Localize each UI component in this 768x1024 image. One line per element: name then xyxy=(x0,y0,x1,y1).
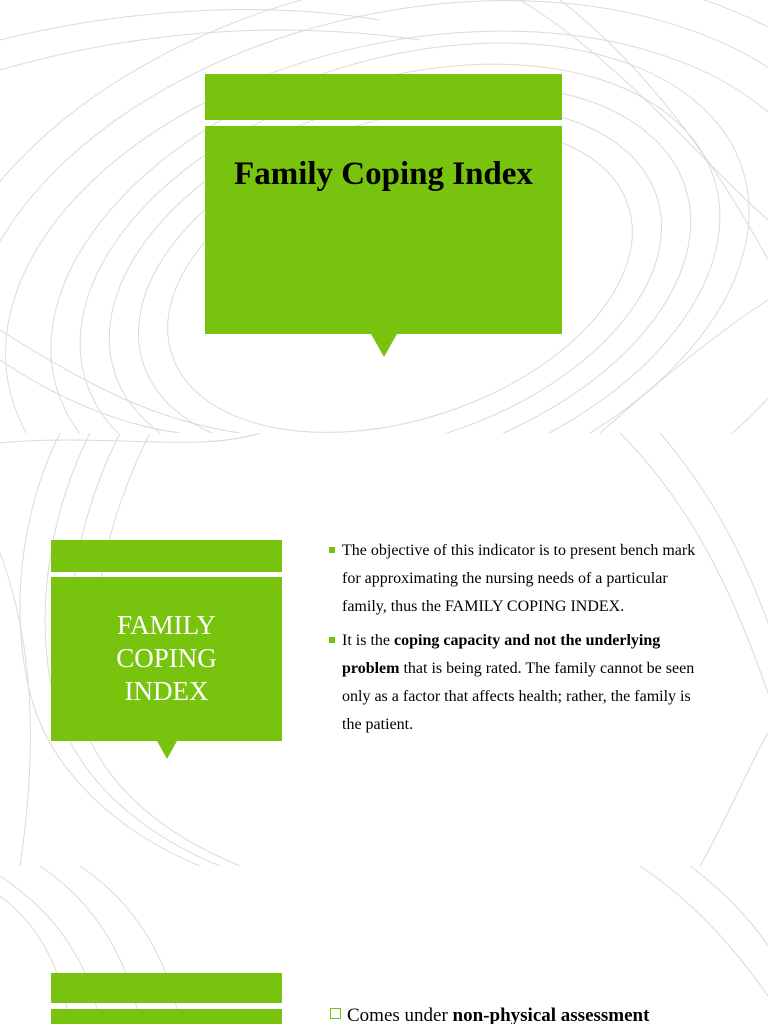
heading-line: FAMILY xyxy=(117,610,216,640)
bullet-item xyxy=(328,627,708,739)
section-heading xyxy=(51,609,282,708)
heading-accent-strip xyxy=(51,973,282,1003)
bullet-item xyxy=(328,537,708,621)
bullet-item xyxy=(330,1003,768,1024)
square-bullet-icon xyxy=(329,547,335,553)
hollow-square-bullet-icon xyxy=(330,1008,341,1019)
bullet-text-prefix: It is the xyxy=(342,632,394,649)
bullet-text-prefix: Comes under xyxy=(347,1005,453,1024)
slide-3 xyxy=(0,866,768,1024)
slide-title: Family Coping Index xyxy=(234,156,533,192)
heading-line: COPING xyxy=(116,643,217,673)
bullet-text-emphasis: non-physical assessment xyxy=(452,1005,650,1024)
bullet-text-suffix: that is being rated. The family cannot be seen only as a factor that affects health; rather, the family is the patient. xyxy=(342,660,695,733)
bullet-text: The objective of this indicator is to present bench mark for approximating the nursing needs of a particular family, thus the FAMILY COPING INDEX. xyxy=(342,542,696,615)
heading-accent-strip xyxy=(51,540,282,572)
slide-1 xyxy=(0,0,768,433)
square-bullet-icon xyxy=(329,637,335,643)
heading-box xyxy=(51,1009,282,1024)
slide-2 xyxy=(0,433,768,866)
heading-line: INDEX xyxy=(124,676,209,706)
bullet-text-emphasis: coping capacity and not the underlying problem xyxy=(342,632,661,677)
title-accent-strip xyxy=(205,74,562,120)
title-box-pointer xyxy=(371,334,397,357)
bullet-list xyxy=(328,537,708,745)
heading-box-pointer xyxy=(157,741,177,759)
